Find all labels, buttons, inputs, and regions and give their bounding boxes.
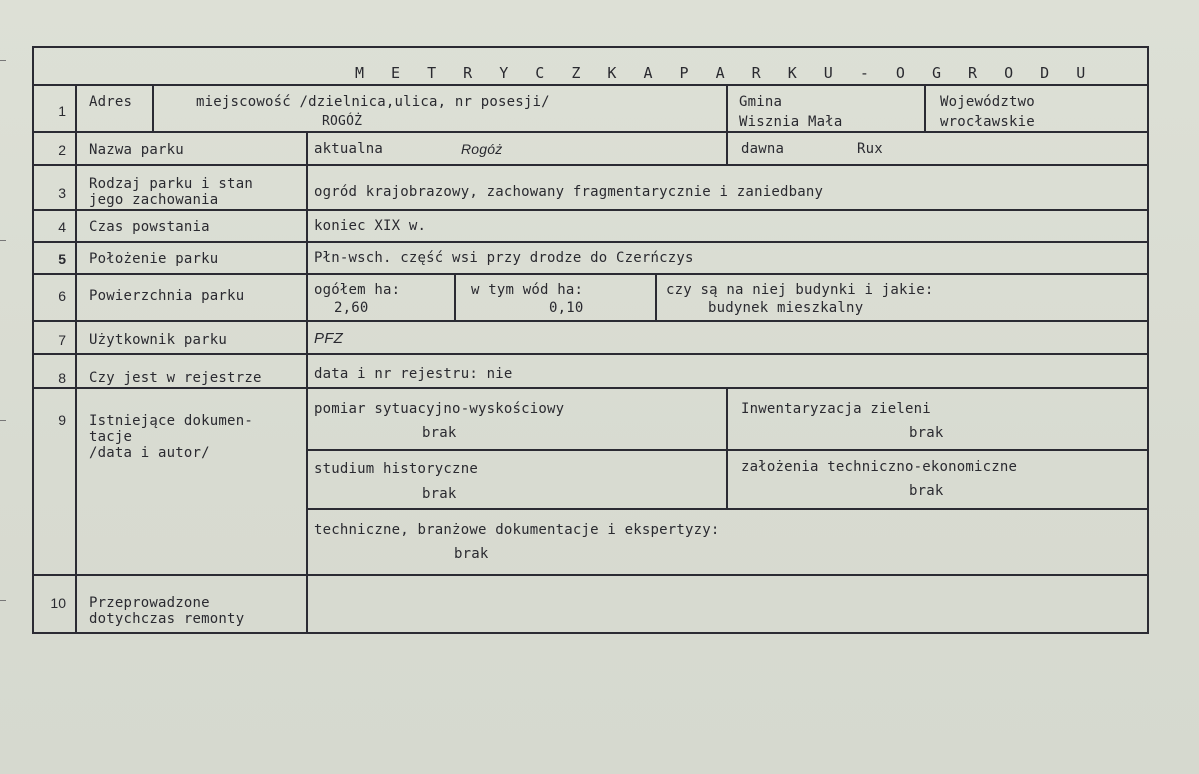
row-number: 7 (58, 332, 66, 348)
creation-time-value: koniec XIX w. (314, 218, 427, 234)
column-divider (726, 387, 728, 508)
row-number: 6 (58, 288, 66, 304)
margin-tick (0, 60, 6, 61)
row-number: 10 (50, 595, 66, 611)
total-area-label: ogółem ha: (314, 282, 401, 298)
address-sublabel: miejscowość /dzielnica,ulica, nr posesji/ (196, 94, 550, 110)
row-divider (32, 353, 1149, 355)
voivodeship-value: wrocławskie (940, 114, 1035, 130)
location-value: Płn-wsch. część wsi przy drodze do Czerńczys (314, 250, 694, 266)
row-number: 9 (58, 412, 66, 428)
row-divider (32, 131, 1149, 133)
documentation-label-line2: tacje (89, 429, 133, 445)
column-divider (726, 84, 728, 164)
row-number: 3 (58, 185, 66, 201)
row-number: 5 (58, 251, 66, 267)
row-divider (32, 574, 1149, 576)
column-divider (306, 131, 308, 634)
margin-tick (0, 420, 6, 421)
gmina-label: Gmina (739, 94, 783, 110)
column-divider (655, 273, 657, 320)
park-user-label: Użytkownik parku (89, 332, 228, 348)
greenery-inventory-value: brak (909, 425, 944, 441)
buildings-label: czy są na niej budynki i jakie: (666, 282, 934, 298)
row-number: 8 (58, 370, 66, 386)
column-divider (454, 273, 456, 320)
row-divider (32, 84, 1149, 86)
row-divider (32, 273, 1149, 275)
address-value: ROGÓŻ (322, 114, 363, 129)
column-divider (924, 84, 926, 131)
gmina-value: Wisznia Mała (739, 114, 843, 130)
row-divider (32, 241, 1149, 243)
historical-study-value: brak (422, 486, 457, 502)
water-area-value: 0,10 (549, 300, 584, 316)
location-label: Położenie parku (89, 251, 219, 267)
row-divider (32, 209, 1149, 211)
current-name-label: aktualna (314, 141, 384, 157)
number-column-divider (75, 84, 77, 634)
former-name-label: dawna (741, 141, 785, 157)
margin-tick (0, 240, 6, 241)
row-number: 4 (58, 219, 66, 235)
documentation-label-line1: Istniejące dokumen- (89, 413, 253, 429)
registry-value: data i nr rejestru: nie (314, 366, 513, 382)
total-area-value: 2,60 (334, 300, 369, 316)
technical-docs-value: brak (454, 546, 489, 562)
buildings-value: budynek mieszkalny (708, 300, 864, 316)
survey-label: pomiar sytuacyjno-wyskościowy (314, 401, 565, 417)
row-divider (32, 164, 1149, 166)
water-area-label: w tym wód ha: (471, 282, 584, 298)
voivodeship-label: Województwo (940, 94, 1035, 110)
tech-econ-assumptions-label: założenia techniczno-ekonomiczne (741, 459, 1018, 475)
park-type-value: ogród krajobrazowy, zachowany fragmentarycznie i zaniedbany (314, 184, 824, 200)
park-type-label-line1: Rodzaj parku i stan (89, 176, 253, 192)
row-number: 1 (58, 103, 66, 119)
registry-label: Czy jest w rejestrze (89, 370, 262, 386)
technical-docs-label: techniczne, branżowe dokumentacje i ekspertyzy: (314, 522, 720, 538)
historical-study-label: studium historyczne (314, 461, 478, 477)
tech-econ-assumptions-value: brak (909, 483, 944, 499)
current-name-value: Rogóż (461, 141, 503, 157)
form-title: M E T R Y C Z K A P A R K U - O G R O D U (355, 64, 1095, 82)
address-label: Adres (89, 94, 133, 110)
row-number: 2 (58, 142, 66, 158)
row-divider (32, 387, 1149, 389)
documentation-label-line3: /data i autor/ (89, 445, 210, 461)
row-divider (32, 320, 1149, 322)
column-divider (152, 84, 154, 131)
survey-value: brak (422, 425, 457, 441)
renovations-label-line2: dotychczas remonty (89, 611, 245, 627)
park-type-label-line2: jego zachowania (89, 192, 219, 208)
area-label: Powierzchnia parku (89, 288, 245, 304)
row-divider (306, 508, 1149, 510)
greenery-inventory-label: Inwentaryzacja zieleni (741, 401, 931, 417)
former-name-value: Rux (857, 141, 883, 157)
creation-time-label: Czas powstania (89, 219, 210, 235)
renovations-label-line1: Przeprowadzone (89, 595, 210, 611)
margin-tick (0, 600, 6, 601)
park-user-value: PFZ (314, 330, 343, 347)
park-name-label: Nazwa parku (89, 142, 184, 158)
